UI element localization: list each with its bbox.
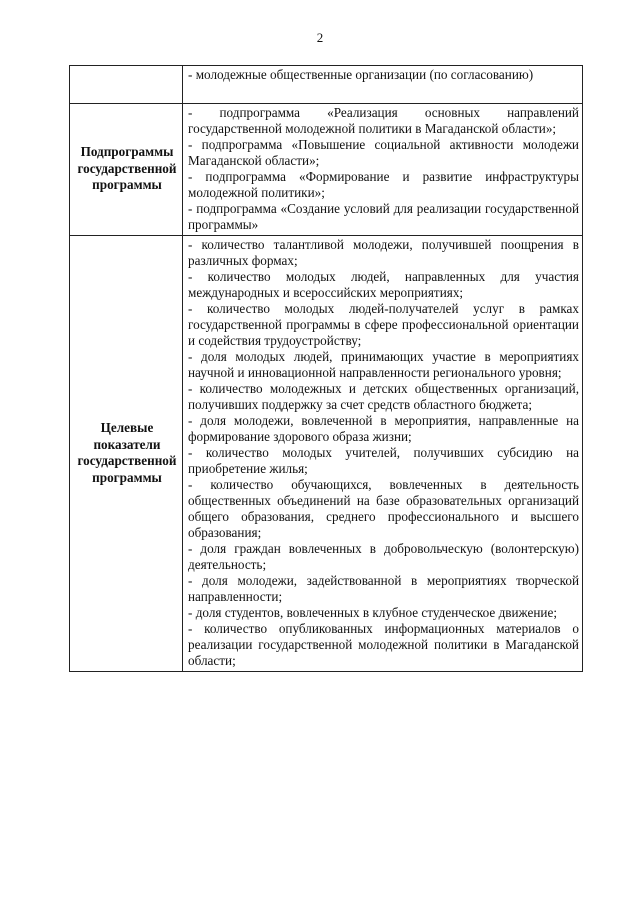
row-content — [183, 66, 583, 104]
list-item: - количество талантливой молодежи, получившей поощрения в различных формах; — [188, 237, 579, 268]
list-item: - доля молодежи, вовлеченной в мероприятия, направленные на формирование здорового образа жизни; — [188, 413, 579, 444]
row-label: Подпрограммы государственной программы — [70, 104, 183, 236]
list-item: - подпрограмма «Формирование и развитие инфраструктуры молодежной политики»; — [188, 169, 579, 200]
list-item: - количество молодежных и детских общественных организаций, получивших поддержку за счет средств областного бюджета; — [188, 381, 579, 412]
list-item: - доля молодых людей, принимающих участие в мероприятиях научной и инновационной направленности регионального уровня; — [188, 349, 579, 380]
table-row — [70, 236, 583, 672]
list-item: - количество опубликованных информационных материалов о реализации государственной молодежной политики в Магаданской области; — [188, 621, 579, 668]
list-item: - подпрограмма «Создание условий для реализации государственной программы» — [188, 201, 579, 232]
list-item: - подпрограмма «Реализация основных направлений государственной молодежной политики в Магаданской области»; — [188, 105, 579, 136]
list-item: - количество обучающихся, вовлеченных в деятельность общественных объединений на базе образовательных организаций общего образования, среднего профессионального и высшего образования; — [188, 477, 579, 540]
list-item: - молодежные общественные организации (по согласованию) — [188, 67, 534, 82]
list-item: - количество молодых людей-получателей услуг в рамках государственной программы в сфере профессиональной ориентации и содействия трудоустройству; — [188, 301, 579, 348]
row-label — [70, 66, 183, 104]
list-item: - доля молодежи, задействованной в мероприятиях творческой направленности; — [188, 573, 579, 604]
list-item: - доля студентов, вовлеченных в клубное студенческое движение; — [188, 605, 557, 620]
table-row — [70, 66, 583, 104]
page-number: 2 — [316, 30, 324, 45]
list-item: - подпрограмма «Повышение социальной активности молодежи Магаданской области»; — [188, 137, 579, 168]
list-item: - количество молодых людей, направленных для участия международных и всероссийских мероприятиях; — [188, 269, 579, 300]
list-item: - количество молодых учителей, получивших субсидию на приобретение жилья; — [188, 445, 579, 476]
row-label: Целевые показатели государственной программы — [70, 236, 183, 672]
program-passport-table — [69, 65, 583, 672]
row-content — [183, 236, 583, 672]
list-item: - доля граждан вовлеченных в добровольческую (волонтерскую) деятельность; — [188, 541, 579, 572]
row-content — [183, 104, 583, 236]
table-row — [70, 104, 583, 236]
